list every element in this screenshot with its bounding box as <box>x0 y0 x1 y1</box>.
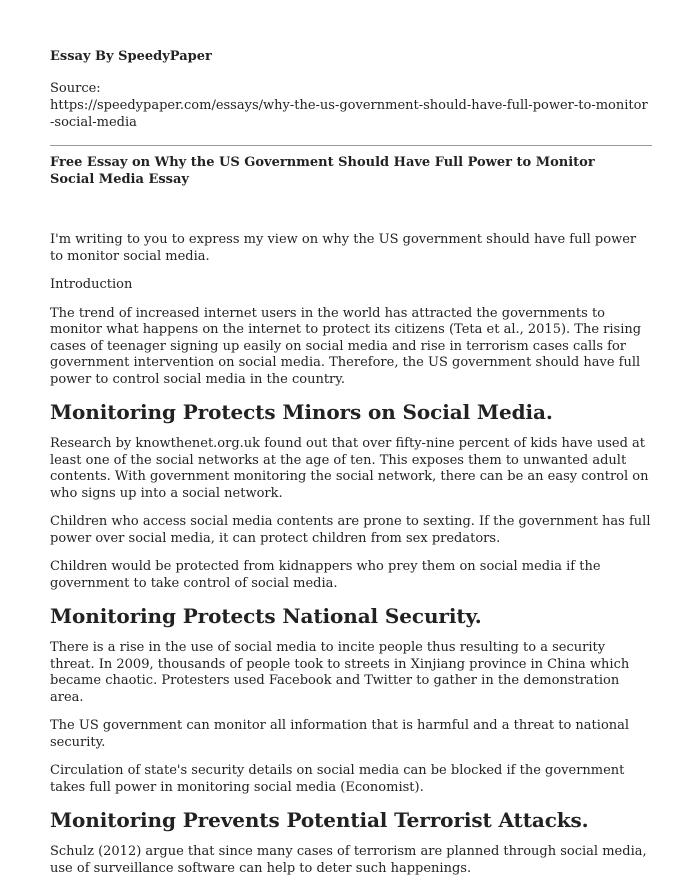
header-divider <box>50 145 652 146</box>
section-paragraph: The US government can monitor all information that is harmful and a threat to national security. <box>50 718 630 750</box>
section-paragraph: Circulation of state's security details on social media can be blocked if the government takes full power in monitoring social media (Economist). <box>50 763 625 795</box>
intro-heading: Introduction <box>50 277 133 292</box>
document-header <box>50 48 652 131</box>
section-paragraph: There is a rise in the use of social media to incite people thus resulting to a security threat. In 2009, thousands of people took to streets in Xinjiang province in China which became chaotic. Protesters used Facebook and Twitter to gather in the demonstration area. <box>50 640 630 705</box>
section-heading-terrorism: Monitoring Prevents Potential Terrorist Attacks. <box>50 808 589 832</box>
source-url[interactable]: https://speedypaper.com/essays/why-the-us-government-should-have-full-power-to-monitor-social-media <box>50 98 648 130</box>
section-heading-national-security: Monitoring Protects National Security. <box>50 604 482 628</box>
source-label: Source: <box>50 81 101 96</box>
section-paragraph: Children who access social media contents are prone to sexting. If the government has full power over social media, it can protect children from sex predators. <box>50 514 651 546</box>
essay-title: Free Essay on Why the US Government Should Have Full Power to Monitor Social Media Essay <box>50 155 595 187</box>
brand-title: Essay By SpeedyPaper <box>50 49 212 64</box>
section-heading-minors: Monitoring Protects Minors on Social Media. <box>50 400 553 424</box>
intro-paragraph: I'm writing to you to express my view on why the US government should have full power to monitor social media. <box>50 232 637 264</box>
document-page <box>50 0 652 889</box>
essay-body <box>50 232 652 877</box>
section-paragraph: Research by knowthenet.org.uk found out that over fifty-nine percent of kids have used at least one of the social networks at the age of ten. This exposes them to unwanted adult contents. With government monitoring the social network, there can be an easy control on who signs up into a social network. <box>50 436 649 501</box>
section-paragraph: Children would be protected from kidnappers who prey them on social media if the government to take control of social media. <box>50 559 601 591</box>
section-paragraph: Schulz (2012) argue that since many cases of terrorism are planned through social media, use of surveillance software can help to deter such happenings. <box>50 844 647 876</box>
intro-body: The trend of increased internet users in the world has attracted the governments to monitor what happens on the internet to protect its citizens (Teta et al., 2015). The rising cases of teenager signing up easily on social media and rise in terrorism cases calls for government intervention on social media. Therefore, the US government should have full power to control social media in the country. <box>50 305 642 387</box>
